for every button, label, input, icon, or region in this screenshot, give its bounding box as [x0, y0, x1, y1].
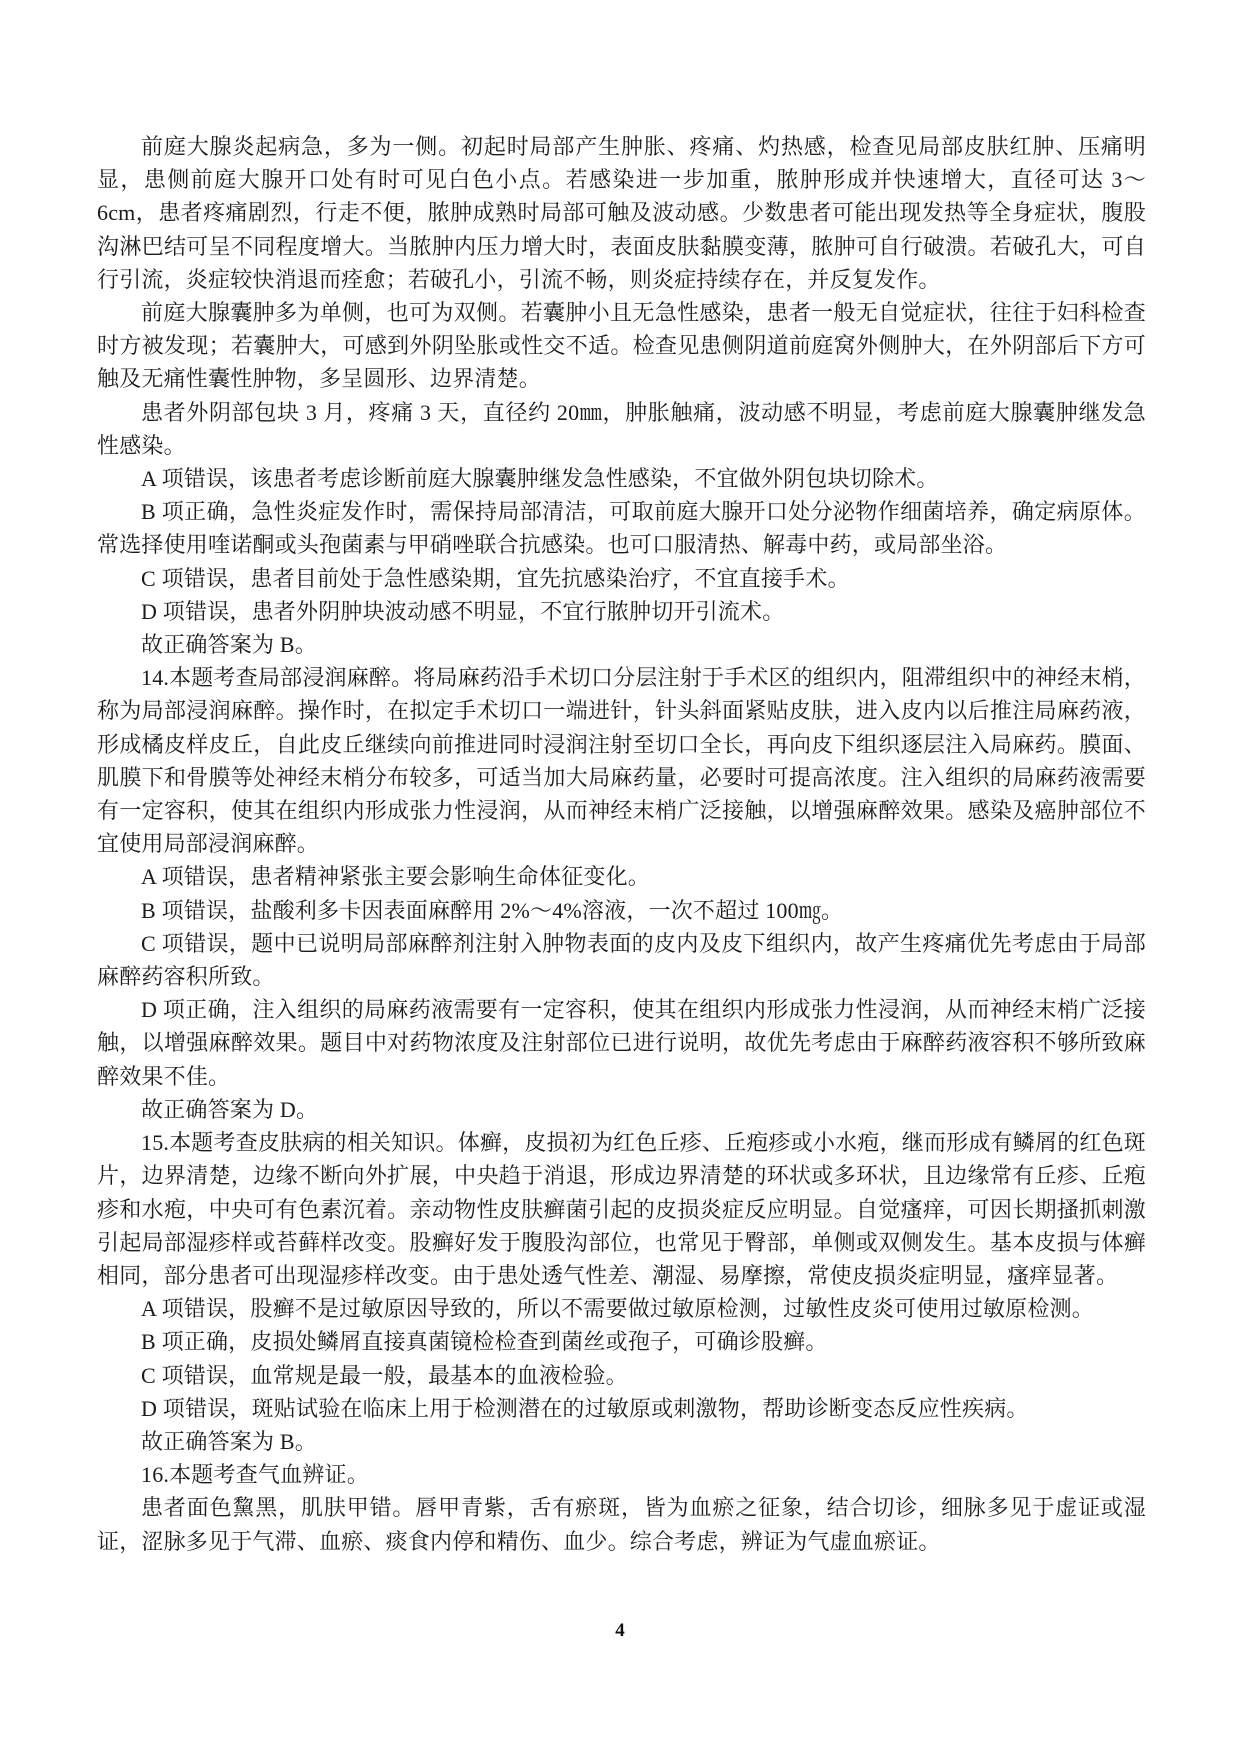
paragraph: 患者外阴部包块 3 月，疼痛 3 天，直径约 20㎜，肿胀触痛，波动感不明显，考虑前庭大腺囊肿继发急性感染。 [97, 399, 1146, 458]
paragraph: 故正确答案为 D。 [141, 1096, 319, 1122]
paragraph: 前庭大腺囊肿多为单侧，也可为双侧。若囊肿小且无急性感染，患者一般无自觉症状，往往于妇科检查时方被发现；若囊肿大，可感到外阴坠胀或性交不适。检查见患侧阴道前庭窝外侧肿大，在外阴部后下方可触及无痛性囊性肿物，多呈圆形、边界清楚。 [97, 300, 1146, 392]
paragraph: B 项正确，急性炎症发作时，需保持局部清洁，可取前庭大腺开口处分泌物作细菌培养，确定病原体。常选择使用喹诺酮或头孢菌素与甲硝唑联合抗感染。也可口服清热、解毒中药，或局部坐浴。 [97, 499, 1146, 558]
paragraph: 15.本题考查皮肤病的相关知识。体癣，皮损初为红色丘疹、丘疱疹或小水疱，继而形成有鳞屑的红色斑片，边界清楚，边缘不断向外扩展，中央趋于消退，形成边界清楚的环状或多环状，且边缘常有丘疹、丘疱疹和水疱，中央可有色素沉着。亲动物性皮肤癣菌引起的皮损炎症反应明显。自觉瘙痒，可因长期搔抓刺激引起局部湿疹样或苔藓样改变。股癣好发于腹股沟部位，也常见于臀部，单侧或双侧发生。基本皮损与体癣相同，部分患者可出现湿疹样改变。由于患处透气性差、潮湿、易摩擦，常使皮损炎症明显，瘙痒显著。 [97, 1130, 1146, 1288]
paragraph: 14.本题考查局部浸润麻醉。将局麻药沿手术切口分层注射于手术区的组织内，阻滞组织中的神经末梢，称为局部浸润麻醉。操作时，在拟定手术切口一端进针，针头斜面紧贴皮肤，进入皮内以后推注局麻药液，形成橘皮样皮丘，自此皮丘继续向前推进同时浸润注射至切口全长，再向皮下组织逐层注入局麻药。膜面、肌膜下和骨膜等处神经末梢分布较多，可适当加大局麻药量，必要时可提高浓度。注入组织的局麻药液需要有一定容积，使其在组织内形成张力性浸润，从而神经末梢广泛接触，以增强麻醉效果。感染及癌肿部位不宜使用局部浸润麻醉。 [97, 665, 1146, 857]
page-footer [0, 1620, 1240, 1642]
paragraph: C 项错误，患者目前处于急性感染期，宜先抗感染治疗，不宜直接手术。 [141, 565, 850, 591]
page-number: 4 [615, 1620, 625, 1641]
paragraph: D 项正确，注入组织的局麻药液需要有一定容积，使其在组织内形成张力性浸润，从而神经末梢广泛接触，以增强麻醉效果。题目中对药物浓度及注射部位已进行说明，故优先考虑由于麻醉药液容积不够所致麻醉效果不佳。 [97, 997, 1146, 1089]
paragraph: 16.本题考查气血辨证。 [141, 1462, 369, 1488]
paragraph: B 项正确，皮损处鳞屑直接真菌镜检检查到菌丝或孢子，可确诊股癣。 [141, 1329, 828, 1355]
document-body [97, 130, 1146, 1558]
paragraph: 前庭大腺炎起病急，多为一侧。初起时局部产生肿胀、疼痛、灼热感，检查见局部皮肤红肿、压痛明显，患侧前庭大腺开口处有时可见白色小点。若感染进一步加重，脓肿形成并快速增大，直径可达 3～6cm，患者疼痛剧烈，行走不便，脓肿成熟时局部可触及波动感。少数患者可能出现发热等全身症状，腹股沟淋巴结可呈不同程度增大。当脓肿内压力增大时，表面皮肤黏膜变薄，脓肿可自行破溃。若破孔大，可自行引流，炎症较快消退而痊愈；若破孔小，引流不畅，则炎症持续存在，并反复发作。 [97, 134, 1146, 292]
paragraph: A 项错误，患者精神紧张主要会影响生命体征变化。 [141, 864, 650, 890]
paragraph: A 项错误，该患者考虑诊断前庭大腺囊肿继发急性感染，不宜做外阴包块切除术。 [141, 466, 939, 492]
paragraph: 患者面色黧黑，肌肤甲错。唇甲青紫，舌有瘀斑，皆为血瘀之征象，结合切诊，细脉多见于虚证或湿证，涩脉多见于气滞、血瘀、痰食内停和精伤、血少。综合考虑，辨证为气虚血瘀证。 [97, 1495, 1146, 1554]
paragraph: D 项错误，患者外阴肿块波动感不明显，不宜行脓肿切开引流术。 [141, 598, 785, 624]
paragraph: D 项错误，斑贴试验在临床上用于检测潜在的过敏原或刺激物，帮助诊断变态反应性疾病。 [141, 1395, 1029, 1421]
paragraph: A 项错误，股癣不是过敏原因导致的，所以不需要做过敏原检测，过敏性皮炎可使用过敏原检测。 [141, 1296, 1094, 1322]
paragraph: 故正确答案为 B。 [141, 632, 317, 658]
paragraph: 故正确答案为 B。 [141, 1428, 317, 1454]
paragraph: C 项错误，血常规是最一般，最基本的血液检验。 [141, 1362, 628, 1388]
paragraph: C 项错误，题中已说明局部麻醉剂注射入肿物表面的皮内及皮下组织内，故产生疼痛优先考虑由于局部麻醉药容积所致。 [97, 930, 1146, 990]
paragraph: B 项错误，盐酸利多卡因表面麻醉用 2%～4%溶液，一次不超过 100㎎。 [141, 897, 844, 923]
